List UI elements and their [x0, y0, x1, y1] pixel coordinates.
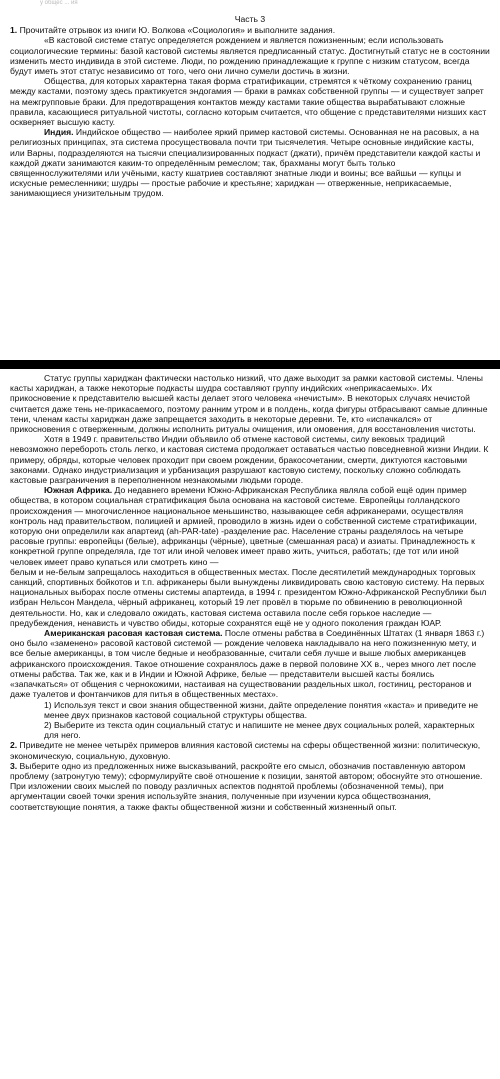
india-heading: Индия.: [44, 127, 74, 138]
question-1-2: 2) Выберите из текста один социальный статус и напишите не менее двух социальных ролей, характерных для него.: [44, 719, 475, 741]
paragraph-harijan: Статус группы хариджан фактически настолько низкий, что даже выходит за рамки кастовой системы. Члены касты хариджан, а также некоторые подкасты шудра составляют группу индийских «неприкасаемых». Их прикосновение к представителю высшей касты делает этого человека «нечистым». В некоторых случаях нечистой считается даже тень не-прикасаемого, поэтому ранним утром и в полдень, когда фигуры отбрасывают самые длинные тени, членам касты хариджан даже запрещается заходить в некоторые деревни. Те, кто «испачкался» от прикосновения с отверженным, должны исполнить ритуалы очищения, или омовения, для восстановления чистоты.: [10, 373, 488, 435]
task-2: [10, 740, 490, 760]
paragraph-india: [10, 127, 490, 198]
page-divider: [0, 360, 500, 369]
top-strip: [0, 0, 500, 10]
task-3-number: 3.: [10, 760, 18, 771]
india-text: Индийское общество — наиболее яркий пример кастовой системы. Основанная не на расовых, а на религиозных принципах, эта система просуществовала почти три тысячелетия. Четыре основные индийские касты, или Варны, подразделяются на тысячи специализированных подкаст (джати), причём представители каждой касты и каждой джати занимаются каким-то определённым ремеслом; так, брахманы могут быть только священнослужителями или учёными, касту кшатриев составляют знатные люди и воины; все вайшьи — купцы и искусные ремесленники; шудры — простые рабочие и крестьяне; хариджан — отверженные, неприкасаемые, занимающиеся унизительным трудом.: [10, 127, 481, 199]
paragraph-south-africa: [10, 485, 490, 567]
task-2-number: 2.: [10, 740, 18, 751]
task-2-text: Приведите не менее четырёх примеров влияния кастовой системы на сферы общественной жизни: политическую, экономическую, социальную, духовную.: [10, 740, 481, 761]
american-caste-heading: Американская расовая кастовая система.: [44, 628, 223, 639]
document-sheet-1: [0, 14, 500, 342]
paragraph-1949: Хотя в 1949 г. правительство Индии объявило об отмене кастовой системы, силу вековых традиций невозможно перебороть столь легко, и кастовая система продолжает оставаться частью повседневной жизни Индии. К примеру, обряды, которые человек проходит при своем рождении, бракосочетании, смерти, диктуются кастовыми законами. Однако индустриализация и урбанизация разрушают кастовую систему, поскольку сложно соблюдать кастовые разграничения в переполненном незнакомыми людьми городе.: [10, 434, 489, 486]
task-1-number: 1.: [10, 25, 18, 36]
task-1-instruction-text: Прочитайте отрывок из книги Ю. Волкова «Социология» и выполните задания.: [19, 25, 336, 36]
american-caste-text: После отмены рабства в Соединённых Штатах (1 января 1863 г.) оно было «заменено» расовой кастовой системой — рождение человека накладывало на него пожизненную мету, и все белые американцы, в том числе бедные и необразованные, считали себя лучше и выше любых американцев африканского происхождения. Такое отношение сохранялось даже в первой половине XX в., через много лет после отмены рабства. Так же, как и в Индии и Южной Африке, белые — представители высшей касты боялись «запачкаться» от общения с чернокожими, настаивая на существовании раздельных школ, гостиниц, ресторанов и даже туалетов и фонтанчиков для питья в общественных местах».: [10, 628, 485, 700]
paragraph-endogamy: Общества, для которых характерна такая форма стратификации, стремятся к чёткому сохранению границ между кастами, поэтому здесь практикуется эндогамия — браки в рамках собственной группы — и существует запрет на межгрупповые браки. Для предотвращения контактов между кастами такие общества вырабатывают сложные правила, касающиеся ритуальной чистоты, согласно которым считается, что общение с представителями низших каст оскверняет высшую касту.: [10, 76, 487, 128]
south-africa-text: До недавнего времени Южно-Африканская Республика являла собой ещё один пример общества, в котором социальная стратификация была основана на кастовой системе. Европейцы голландского происхождения — многочисленное национальное меньшинство, называющее себя африканерами, осуществляя контроль над правительством, полицией и армией, проводило в жизнь идеи о собственной системе стратификации, которую они определили как апартеид (ah-PAR-tate) -разделение рас. Население страны разделялось на четыре расовые группы: европейцы (белые), африканцы (чёрные), цветные (смешанная раса) и азиаты. Принадлежность к конкретной группе определяла, где тот или иной человек имеет право жить, учиться, работать; где тот или иной человек имеет право купаться или смотреть кино —: [10, 485, 477, 567]
document-sheet-2: [0, 373, 500, 1079]
paragraph-caste-status: «В кастовой системе статус определяется рождением и является пожизненным; если использовать социологические термины: базой кастовой системы является предписанный статус. Достигнутый статус не в состоянии изменить место индивида в этой системе. Люди, по рождению принадлежащие к группе с низким статусом, всегда будут иметь этот статус независимо от того, чего они лично сумели достичь в жизни.: [10, 35, 490, 77]
south-africa-heading: Южная Африка.: [44, 485, 113, 496]
question-1-1: 1) Используя текст и свои знания общественной жизни, дайте определение понятия «каста» и приведите не менее двух признаков кастовой социальной структуры общества.: [44, 699, 479, 720]
task-1-instruction: [10, 25, 490, 35]
paragraph-american-caste: [10, 628, 490, 699]
task-3: [10, 761, 490, 812]
part-title: Часть 3: [234, 14, 266, 24]
task-3-text: Выберите одно из предложенных ниже высказываний, раскройте его смысл, обозначив поставленную автором проблему (затронутую тему); сформулируйте своё отношение к позиции, занятой автором; обоснуйте это отношение. При изложении своих мыслей по поводу различных аспектов поднятой проблемы (обозначенной темы), при аргументации своей точки зрения используйте знания, полученные при изучении курса обществознания, соответствующие понятия, а также факты общественной жизни и собственный жизненный опыт.: [10, 760, 483, 812]
faint-header-text: у общес ... ия: [40, 0, 78, 6]
paragraph-south-africa-cont: белым и не-белым запрещалось находиться в общественных местах. После десятилетий международных торговых санкций, спортивных бойкотов и т.п. африканеры были вынуждены ликвидировать свою кастовую систему. На первых национальных выборах после отмены системы апартеида, в 1994 г. президентом Южно-Африканской Республики был избран Нельсон Мандела, чёрный африканец, который 19 лет провёл в тюрьме по обвинению в революционной деятельности. Но, как и следовало ожидать, кастовая система оставила после себя горькое наследие — предубеждения, ненависть и чувство обиды, которые сохранятся ещё не у одного поколения граждан ЮАР.: [10, 566, 487, 628]
